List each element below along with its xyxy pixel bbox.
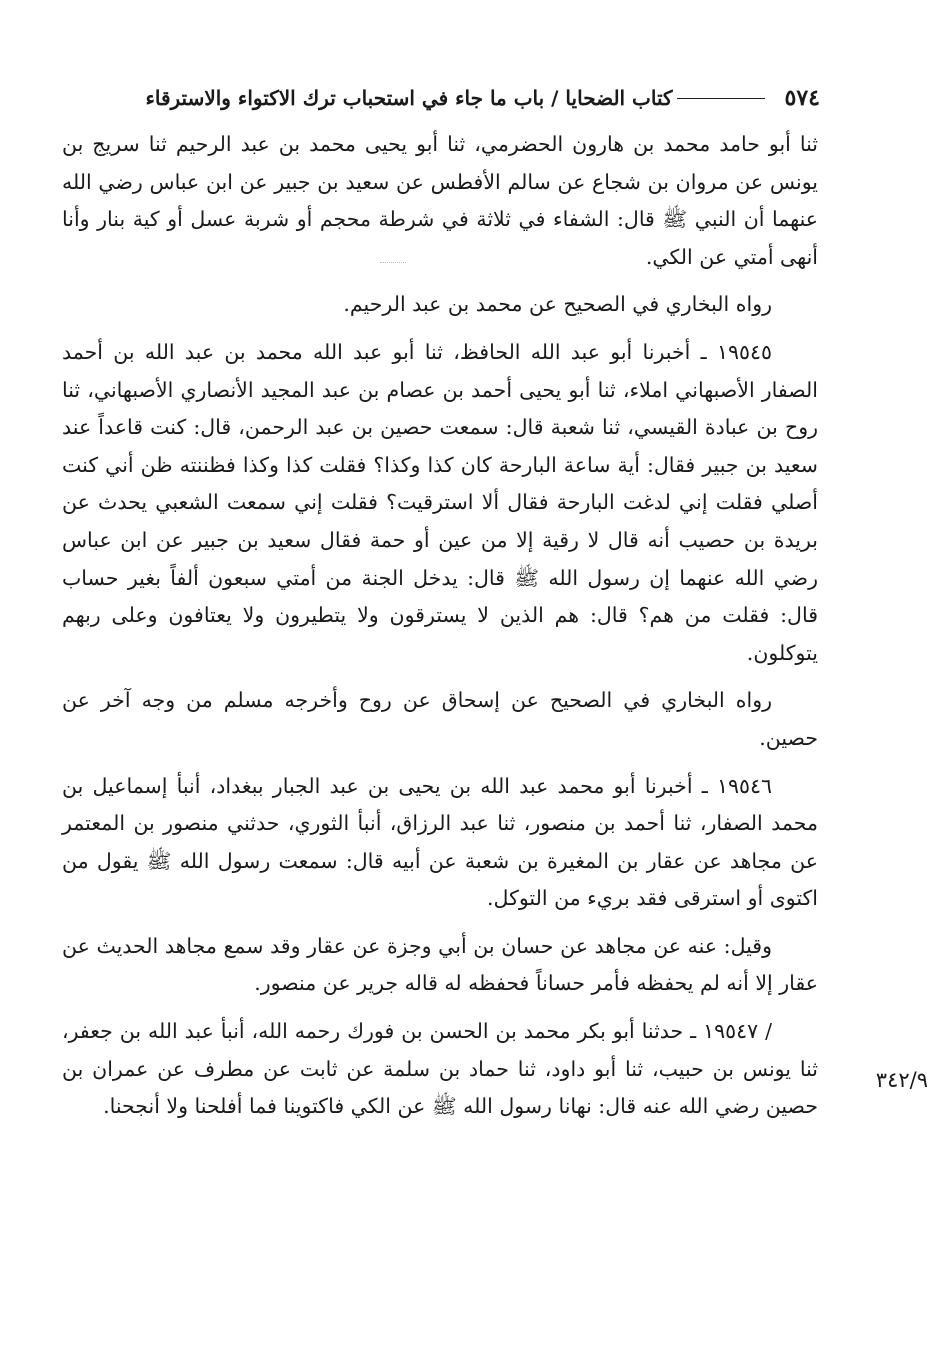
running-header bbox=[60, 78, 820, 118]
header-rule bbox=[677, 98, 765, 99]
page-body bbox=[62, 126, 818, 1136]
paragraph-1: ثنا أبو حامد محمد بن هارون الحضرمي، ثنا أبو يحيى محمد بن عبد الرحيم ثنا سريج بن يونس عن مروان بن شجاع عن سالم الأفطس عن سعيد بن جبير عن ابن عباس رضي الله عنهما أن النبي ﷺ قال: الشفاء في ثلاثة في شرطة محجم أو شربة عسل أو كية بنار وأنا أنهى أمتي عن الكي. bbox=[62, 132, 818, 269]
paragraph-4: رواه البخاري في الصحيح عن إسحاق عن روح وأخرجه مسلم من وجه آخر عن حصين. bbox=[62, 688, 818, 750]
paragraph-3: ١٩٥٤٥ ـ أخبرنا أبو عبد الله الحافظ، ثنا أبو عبد الله محمد بن عبد الله بن أحمد الصفار الأصبهاني املاء، ثنا أبو يحيى أحمد بن عصام بن عبد المجيد الأنصاري الأصبهاني، ثنا روح بن عبادة القيسي، ثنا شعبة قال: سمعت حصين بن عبد الرحمن، قال: كنت قاعداً عند سعيد بن جبير فقال: أية ساعة البارحة كان كذا وكذا؟ فقلت كذا وكذا فظننته ظن أني كنت أصلي فقلت إني لدغت البارحة فقال ألا استرقيت؟ فقلت إني سمعت الشعبي يحدث عن بريدة بن حصيب أنه قال لا رقية إلا من عين أو حمة فقال سعيد بن جبير عن ابن عباس رضي الله عنهما إن رسول الله ﷺ قال: يدخل الجنة من أمتي سبعون ألفاً بغير حساب قال: فقلت من هم؟ قال: هم الذين لا يسترقون ولا يتطيرون ولا يعتافون وعلى ربهم يتوكلون. bbox=[62, 339, 818, 665]
margin-reference: ٣٤٢/٩ bbox=[875, 1068, 928, 1092]
page-number: ٥٧٤ bbox=[784, 85, 820, 111]
header-title: كتاب الضحايا / باب ما جاء في استحباب ترك الاكتواء والاسترقاء bbox=[145, 86, 673, 110]
paragraph-2: رواه البخاري في الصحيح عن محمد بن عبد الرحيم. bbox=[343, 292, 772, 317]
paragraph-7: / ١٩٥٤٧ ـ حدثنا أبو بكر محمد بن الحسن بن فورك رحمه الله، أنبأ عبد الله بن جعفر، ثنا يونس بن حبيب، ثنا أبو داود، ثنا حماد بن سلمة عن ثابت عن مطرف عن عمران بن حصين رضي الله عنه قال: نهانا رسول الله ﷺ عن الكي فاكتوينا فما أفلحنا ولا أنجحنا. bbox=[62, 1019, 818, 1119]
paragraph-6: وقيل: عنه عن مجاهد عن حسان بن أبي وجزة عن عقار وقد سمع مجاهد الحديث عن عقار إلا أنه لم يحفظه فأمر حساناً فحفظه له قاله جرير عن منصور. bbox=[62, 933, 818, 996]
paragraph-5: ١٩٥٤٦ ـ أخبرنا أبو محمد عبد الله بن يحيى بن عبد الجبار ببغداد، أنبأ إسماعيل بن محمد الصفار، ثنا أحمد بن منصور، ثنا عبد الرزاق، أنبأ الثوري، حدثني منصور بن المعتمر عن مجاهد عن عقار بن المغيرة بن شعبة عن أبيه قال: سمعت رسول الله ﷺ يقول من اكتوى أو استرقى فقد بريء من التوكل. bbox=[62, 773, 818, 911]
